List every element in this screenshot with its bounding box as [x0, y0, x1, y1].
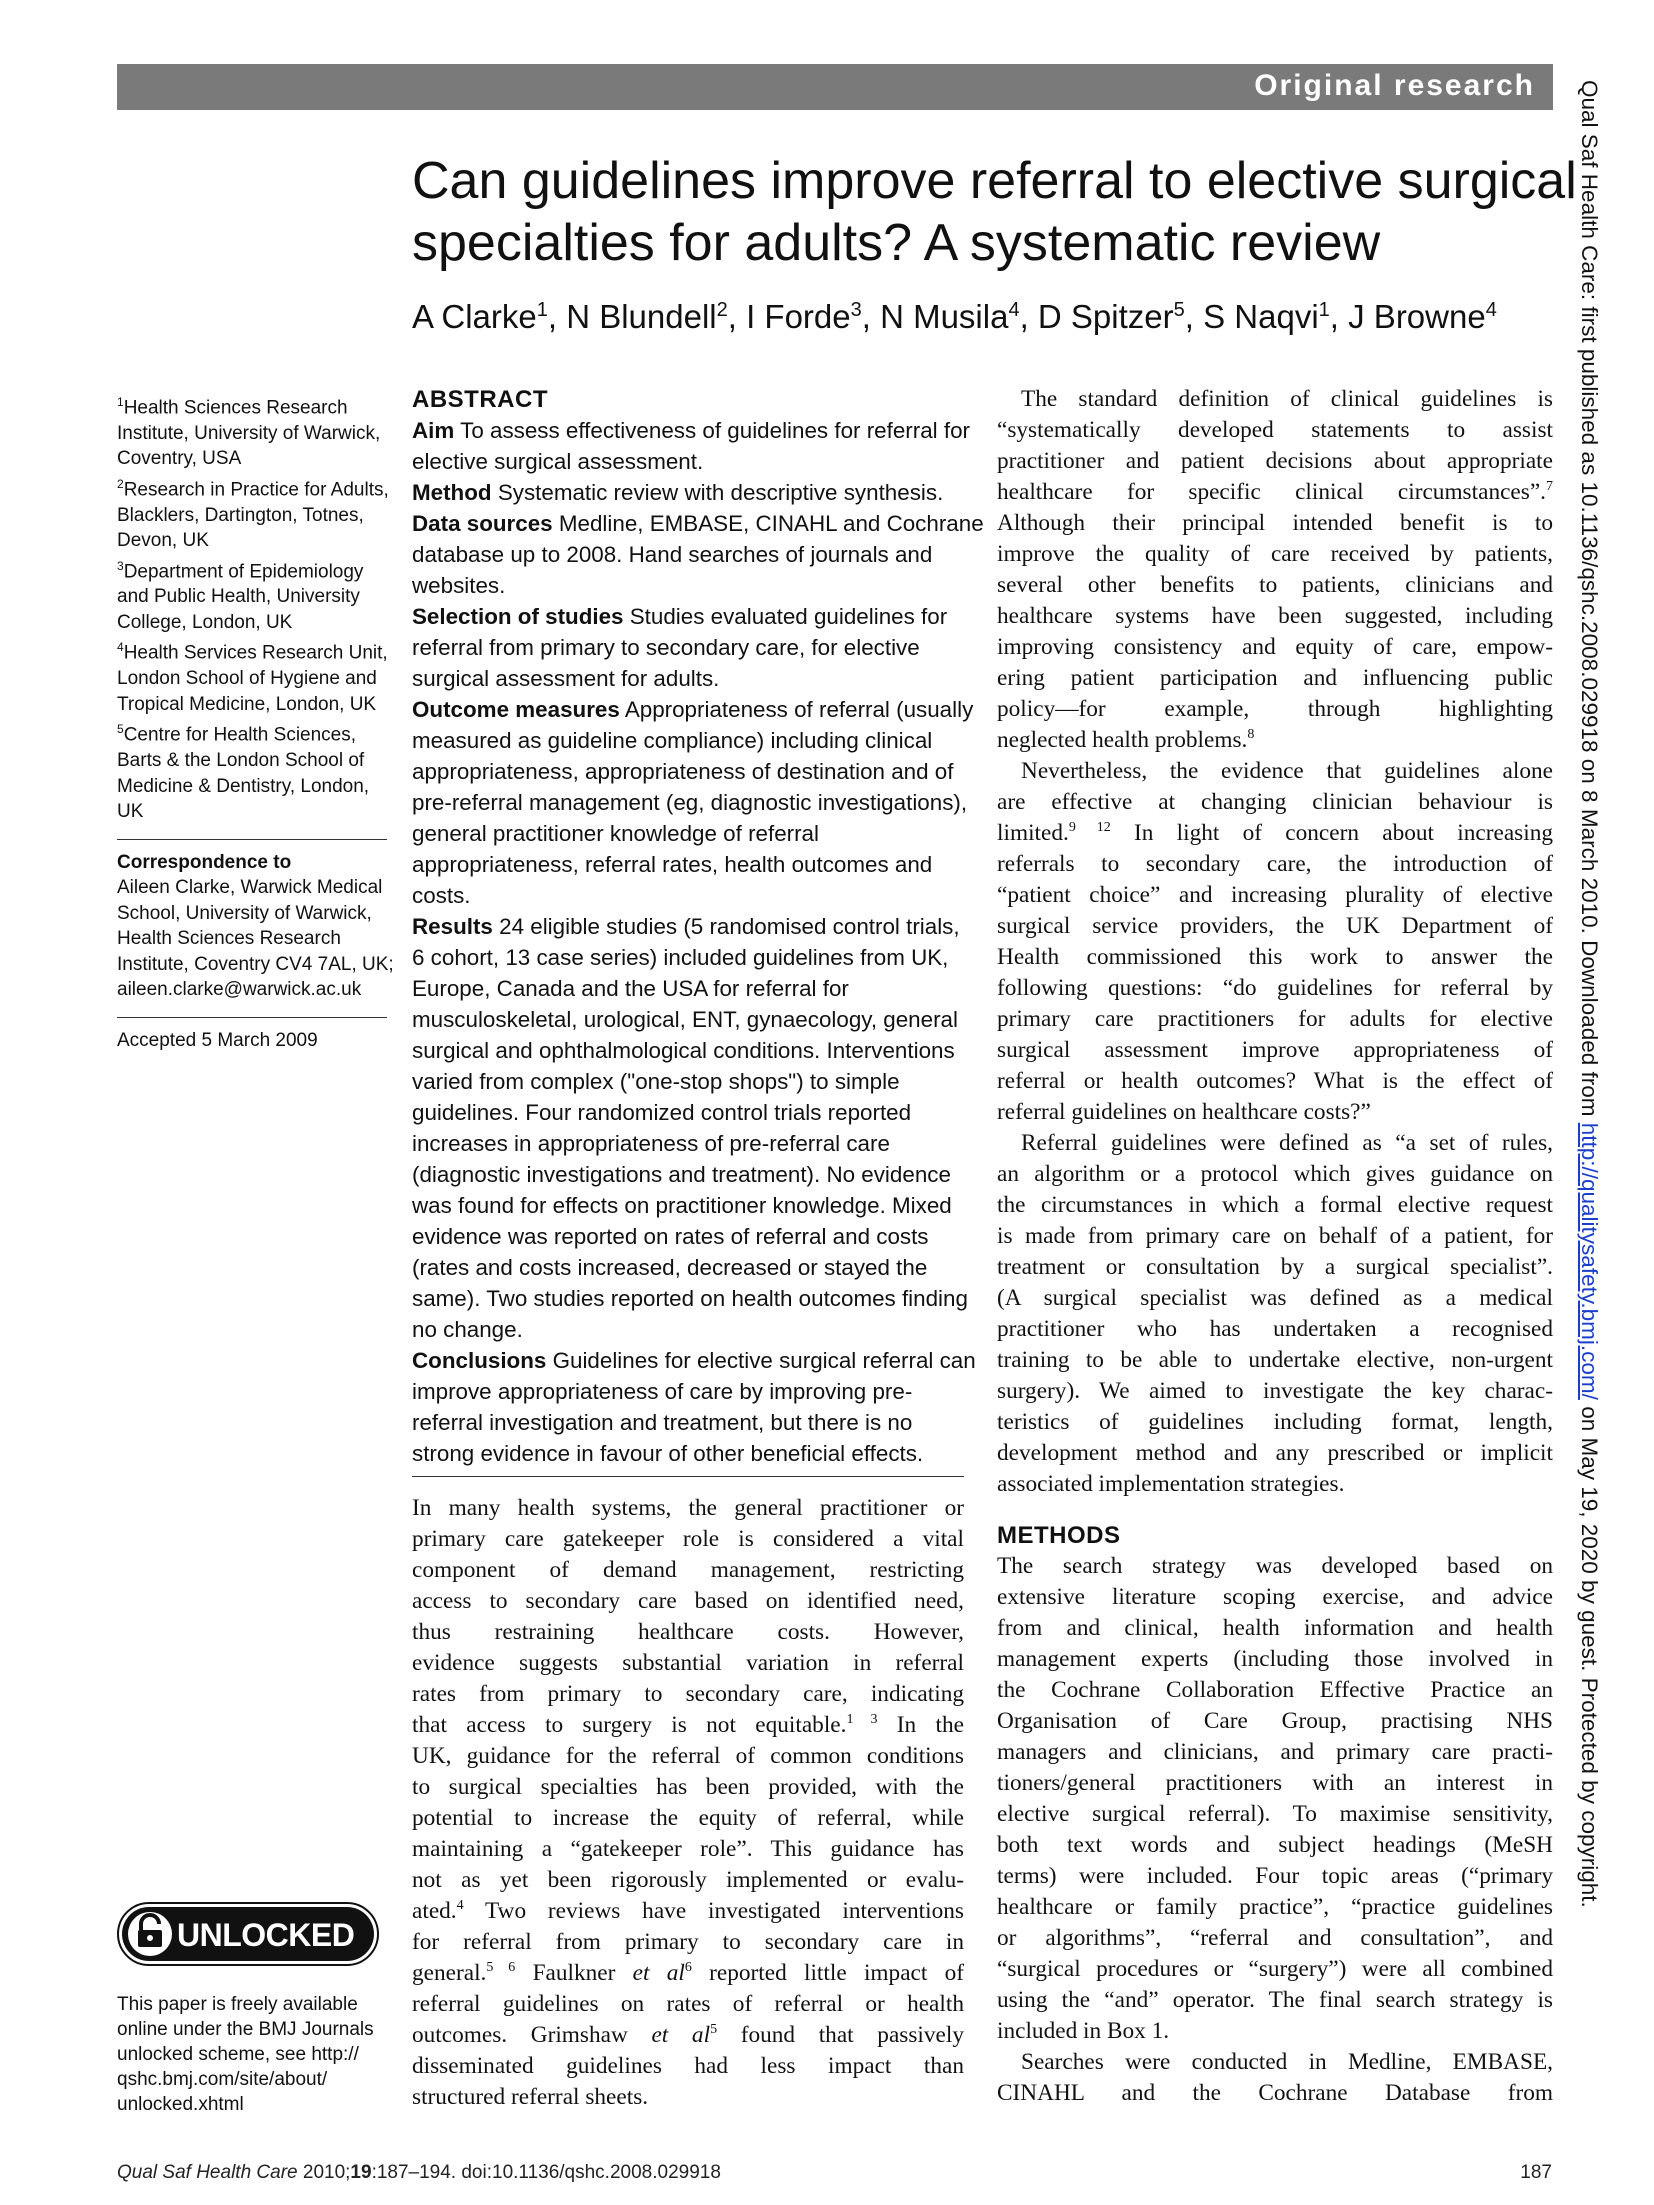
abstract-line: referral investigation and treatment, but there is no: [412, 1410, 913, 1435]
text-line: general.$^{5 6}$ Faulkner et $al^6$ reported little impact of: [412, 1960, 965, 1986]
text-line: teristics of guidelines including format, length,: [997, 1409, 1553, 1435]
abstract-section: [412, 477, 964, 508]
affiliation-line: London School of Hygiene and: [117, 668, 377, 690]
text-line: healthcare or family practice”, “practice guidelines: [997, 1894, 1553, 1920]
page-number: 187: [1520, 2162, 1552, 2183]
text-line: to surgical specialties has been provided, with the: [412, 1774, 964, 1800]
text-line: elective surgical referral). To maximise sensitivity,: [997, 1801, 1553, 1827]
abstract-label: Selection of studies: [412, 604, 624, 629]
abstract-line: (diagnostic investigations and treatment). No evidence: [412, 1162, 951, 1187]
text-line: are effective at changing clinician behaviour is: [997, 789, 1553, 815]
affiliation: [117, 472, 387, 554]
correspondence-line: Institute, Coventry CV4 7AL, UK;: [117, 953, 394, 975]
text-line: from and clinical, health information and health: [997, 1615, 1553, 1641]
abstract-line: was found for effects on practitioner knowledge. Mixed: [412, 1193, 952, 1218]
text-line: using the “and” operator. The final search strategy is: [997, 1987, 1553, 2013]
abstract-section: [412, 508, 984, 601]
unlocked-note-line: unlocked.xhtml: [117, 2094, 244, 2115]
text-line: referral or health outcomes? What is the effect of: [997, 1068, 1553, 1094]
unlocked-logo: [117, 1902, 379, 1966]
affiliation-line: Coventry, USA: [117, 448, 242, 470]
citation: 1 3: [846, 1712, 878, 1728]
abstract-heading: ABSTRACT: [412, 386, 548, 413]
correspondence-line: aileen.clarke@warwick.ac.uk: [117, 979, 362, 1001]
abstract-line: improve appropriateness of care by improving pre-: [412, 1379, 913, 1404]
abstract-line: Aim To assess effectiveness of guidelines for referral for: [412, 418, 970, 443]
text-line: (A surgical specialist was defined as a medical: [997, 1285, 1553, 1311]
affiliation-line: UK: [117, 801, 144, 823]
text-line: both text words and subject headings (MeSH: [997, 1832, 1553, 1858]
abstract-line: Outcome measures Appropriateness of referral (usually: [412, 697, 974, 722]
affiliation-line: Institute, University of Warwick,: [117, 422, 381, 444]
author-name: N Blundell: [566, 298, 717, 335]
abstract-line: surgical and ophthalmological conditions. Interventions: [412, 1038, 955, 1063]
text-line: primary care gatekeeper role is considered a vital: [412, 1526, 964, 1552]
text-line: included in Box 1.: [997, 2018, 1170, 2044]
text-line: surgery). We aimed to investigate the key charac-: [997, 1378, 1553, 1404]
abstract-line: strong evidence in favour of other beneficial effects.: [412, 1441, 924, 1466]
text-line: component of demand management, restricting: [412, 1557, 964, 1583]
text-line: UK, guidance for the referral of common conditions: [412, 1743, 964, 1769]
article-title: [412, 150, 1577, 274]
divider: [117, 839, 387, 840]
citation: 7: [1546, 479, 1553, 495]
abstract-label: Aim: [412, 418, 455, 443]
text-line: outcomes. Grimshaw et $al^5$ found that passively: [412, 2022, 964, 2048]
title-line: specialties for adults? A systematic review: [412, 214, 1381, 272]
affiliation-line: and Public Health, University: [117, 586, 360, 608]
citation: 5: [710, 2022, 718, 2038]
affiliation: [117, 554, 387, 636]
affiliation-marker: 4: [1485, 299, 1497, 321]
text-line: thus restraining healthcare costs. However,: [412, 1619, 964, 1645]
text-line: practitioner who has undertaken a recognised: [997, 1316, 1553, 1342]
citation: 9 12: [1068, 820, 1111, 836]
affiliation: [117, 717, 387, 824]
abstract-label: Data sources: [412, 511, 553, 536]
abstract-section: [412, 694, 974, 911]
abstract-line: referral from primary to secondary care, for elective: [412, 635, 920, 660]
text-line: The standard definition of clinical guidelines is: [1021, 386, 1553, 412]
text-line: referral guidelines on rates of referral or health: [412, 1991, 964, 2017]
text-line: “surgical procedures or “surgery”) were all combined: [997, 1956, 1553, 1982]
affiliation-line: $^3$Department of Epidemiology: [117, 558, 364, 582]
text-line: improving consistency and equity of care, empow-: [997, 634, 1553, 660]
abstract-line: Results 24 eligible studies (5 randomised control trials,: [412, 914, 960, 939]
affiliation-line: $^2$Research in Practice for Adults,: [117, 476, 389, 501]
methods-heading: METHODS: [997, 1522, 1121, 1549]
section-banner: [117, 64, 1553, 110]
abstract-line: 6 cohort, 13 case series) included guidelines from UK,: [412, 945, 949, 970]
affiliation-number: 3: [117, 558, 124, 573]
section-label: Original research: [1254, 69, 1535, 102]
text-line: not as yet been rigorously implemented or evalu-: [412, 1867, 964, 1893]
body-column-right: [997, 384, 1553, 2109]
text-line: healthcare systems have been suggested, including: [997, 603, 1553, 629]
text-line: the circumstances in which a formal elective request: [997, 1192, 1553, 1218]
affiliation-number: 2: [117, 476, 124, 491]
author-name: D Spitzer: [1037, 298, 1174, 335]
divider: [412, 1476, 964, 1477]
text-line: training to be able to undertake elective, non-urgent: [997, 1347, 1553, 1373]
text-line: structured referral sheets.: [412, 2084, 649, 2110]
abstract-line: same). Two studies reported on health outcomes finding: [412, 1286, 968, 1311]
affiliation-line: $^5$Centre for Health Sciences,: [117, 722, 357, 746]
affiliation-line: Devon, UK: [117, 530, 209, 552]
abstract-line: Conclusions Guidelines for elective surgical referral can: [412, 1348, 976, 1373]
affiliation-marker: 4: [1008, 299, 1020, 321]
unlocked-note-line: qshc.bmj.com/site/about/: [117, 2069, 328, 2090]
text-line: Referral guidelines were defined as “a set of rules,: [1021, 1130, 1553, 1156]
citation: 5 6: [486, 1960, 516, 1976]
text-line: tioners/general practitioners with an interest in: [997, 1770, 1553, 1796]
text-line: limited.$^{9 12}$ In light of concern about increasing: [997, 820, 1554, 846]
text-line: Searches were conducted in Medline, EMBASE,: [1021, 2049, 1553, 2075]
text-line: disseminated guidelines had less impact than: [412, 2053, 964, 2079]
abstract-section: [412, 1345, 976, 1469]
citation: 8: [1247, 727, 1255, 743]
author-name: S Naqvi: [1203, 298, 1319, 335]
text-line: managers and clinicians, and primary care practi-: [997, 1739, 1553, 1765]
abstract-label: Outcome measures: [412, 697, 620, 722]
affiliation-number: 5: [117, 722, 124, 737]
text-line: “systematically developed statements to assist: [997, 417, 1553, 443]
text-line: treatment or consultation by a surgical specialist”.: [997, 1254, 1553, 1280]
abstract-line: surgical assessment for adults.: [412, 666, 720, 691]
text-line: for referral from primary to secondary care in: [412, 1929, 964, 1955]
affiliation-list: [117, 390, 387, 825]
affiliation-marker: 2: [716, 299, 728, 321]
abstract-section: [412, 415, 970, 477]
abstract-line: appropriateness, referral rates, health outcomes and: [412, 852, 933, 877]
abstract-line: Selection of studies Studies evaluated guidelines for: [412, 604, 948, 629]
title-line: Can guidelines improve referral to elective surgical: [412, 152, 1577, 210]
affiliation-line: College, London, UK: [117, 611, 293, 633]
abstract-line: increases in appropriateness of pre-referral care: [412, 1131, 890, 1156]
unlocked-note: [117, 1992, 397, 2117]
unlocked-note-line: online under the BMJ Journals: [117, 2019, 374, 2040]
abstract-line: measured as guideline compliance) including clinical: [412, 728, 933, 753]
text-line: associated implementation strategies.: [997, 1471, 1345, 1497]
abstract: [412, 384, 984, 1469]
abstract-line: database up to 2008. Hand searches of journals and: [412, 542, 933, 567]
sidebar: [117, 390, 394, 1053]
correspondence-address: [117, 875, 394, 1003]
text-line: neglected health problems.$^8$: [997, 727, 1255, 753]
text-line: potential to increase the equity of referral, while: [412, 1805, 964, 1831]
text-line: primary care practitioners for adults for elective: [997, 1006, 1553, 1032]
author-list: A Clarke$^1$, N Blundell$^2$, I Forde$^3$, N Musila$^4$, D Spitzer$^5$, S Naqvi$^1$, J Browne$^4$: [412, 298, 1497, 335]
unlocked-note-line: This paper is freely available: [117, 1994, 358, 2015]
text-line: maintaining a “gatekeeper role”. This guidance has: [412, 1836, 964, 1862]
author-name: I Forde: [746, 298, 851, 335]
text-line: improve the quality of care received by patients,: [997, 541, 1553, 567]
text-line: ated.$^4$ Two reviews have investigated interventions: [412, 1898, 964, 1924]
text-line: ering patient participation and influencing public: [997, 665, 1553, 691]
affiliation: [117, 390, 387, 472]
text-line: following questions: “do guidelines for referral by: [997, 975, 1553, 1001]
abstract-line: appropriateness, appropriateness of destination and of: [412, 759, 954, 784]
affiliation: [117, 635, 387, 717]
text-line: referral guidelines on healthcare costs?”: [997, 1099, 1371, 1125]
text-line: surgical assessment improve appropriateness of: [997, 1037, 1553, 1063]
correspondence-heading: Correspondence to: [117, 851, 292, 873]
abstract-line: general practitioner knowledge of referral: [412, 821, 819, 846]
abstract-line: elective surgical assessment.: [412, 449, 704, 474]
text-line: terms) were included. Four topic areas (“primary: [997, 1863, 1553, 1889]
unlocked-note-line: unlocked scheme, see http://: [117, 2044, 359, 2065]
affiliation-marker: 3: [850, 299, 862, 321]
abstract-line: varied from complex ("one-stop shops") to simple: [412, 1069, 900, 1094]
abstract-line: no change.: [412, 1317, 523, 1342]
text-line: referrals to secondary care, the introduction of: [997, 851, 1553, 877]
abstract-label: Conclusions: [412, 1348, 547, 1373]
text-line: is made from primary care on behalf of a patient, for: [997, 1223, 1553, 1249]
abstract-section: [412, 911, 968, 1345]
citation: 4: [456, 1898, 464, 1914]
abstract-body: [412, 415, 984, 1469]
text-line: surgical service providers, the UK Department of: [997, 913, 1553, 939]
affiliation-line: Tropical Medicine, London, UK: [117, 693, 377, 715]
text-line: several other benefits to patients, clinicians and: [997, 572, 1553, 598]
author-name: A Clarke: [412, 298, 537, 335]
text-line: Organisation of Care Group, practising NHS: [997, 1708, 1553, 1734]
author-name: J Browne: [1348, 298, 1486, 335]
text-line: healthcare for specific clinical circumstances”.$^7$: [997, 479, 1553, 505]
text-line: management experts (including those involved in: [997, 1646, 1553, 1672]
affiliation-marker: 5: [1173, 299, 1185, 321]
abstract-label: Method: [412, 480, 492, 505]
abstract-line: Method Systematic review with descriptive synthesis.: [412, 480, 944, 505]
abstract-line: guidelines. Four randomized control trials reported: [412, 1100, 912, 1125]
text-line: Nevertheless, the evidence that guidelines alone: [1021, 758, 1553, 784]
affiliation-line: Barts & the London School of: [117, 750, 365, 772]
text-line: that access to surgery is not equitable.$^{1 3}$ In the: [412, 1712, 964, 1738]
text-line: development method and any prescribed or implicit: [997, 1440, 1553, 1466]
affiliation-marker: 1: [536, 299, 548, 321]
accepted-date: Accepted 5 March 2009: [117, 1029, 318, 1051]
correspondence-line: Aileen Clarke, Warwick Medical: [117, 877, 383, 899]
svg-text:UNLOCKED: UNLOCKED: [177, 1917, 355, 1953]
footer-citation: Qual Saf Health Care 2010;19:187–194. doi:10.1136/qshc.2008.029918: [117, 2162, 721, 2183]
affiliation-line: Medicine & Dentistry, London,: [117, 775, 370, 797]
affiliation-line: Blacklers, Dartington, Totnes,: [117, 504, 364, 526]
abstract-line: costs.: [412, 883, 471, 908]
text-line: access to secondary care based on identified need,: [412, 1588, 964, 1614]
text-line: an algorithm or a protocol which gives guidance on: [997, 1161, 1553, 1187]
abstract-line: websites.: [412, 573, 506, 598]
correspondence: [117, 850, 394, 1003]
affiliation-line: $^4$Health Services Research Unit,: [117, 640, 388, 664]
affiliation-line: $^1$Health Sciences Research: [117, 395, 348, 419]
abstract-line: musculoskeletal, urological, ENT, gynaecology, general: [412, 1007, 958, 1032]
text-line: policy—for example, through highlighting: [997, 696, 1553, 722]
abstract-line: Data sources Medline, EMBASE, CINAHL and Cochrane: [412, 511, 984, 536]
divider: [117, 1017, 387, 1018]
abstract-line: Europe, Canada and the USA for referral for: [412, 976, 849, 1001]
text-line: the Cochrane Collaboration Effective Practice an: [997, 1677, 1553, 1703]
citation: 6: [684, 1960, 692, 1976]
body-column-left: [412, 1493, 964, 2113]
abstract-line: (rates and costs increased, decreased or stayed the: [412, 1255, 928, 1280]
text-line: The search strategy was developed based on: [997, 1553, 1553, 1579]
text-line: In many health systems, the general practitioner or: [412, 1495, 964, 1521]
text-line: or algorithms”, “referral and consultation”, and: [997, 1925, 1553, 1951]
correspondence-line: Health Sciences Research: [117, 928, 341, 950]
author-name: N Musila: [880, 298, 1009, 335]
abstract-label: Results: [412, 914, 493, 939]
correspondence-line: School, University of Warwick,: [117, 902, 372, 924]
text-line: Health commissioned this work to answer the: [997, 944, 1553, 970]
abstract-section: [412, 601, 964, 694]
affiliation-marker: 1: [1318, 299, 1330, 321]
text-line: extensive literature scoping exercise, and advice: [997, 1584, 1553, 1610]
journal-link[interactable]: http://qualitysafety.bmj.com/: [1577, 1122, 1602, 1400]
text-line: practitioner and patient decisions about appropriate: [997, 448, 1553, 474]
text-line: rates from primary to secondary care, indicating: [412, 1681, 964, 1707]
text-line: “patient choice” and increasing plurality of elective: [997, 882, 1553, 908]
text-line: Although their principal intended benefit is to: [997, 510, 1553, 536]
text-line: CINAHL and the Cochrane Database from: [997, 2080, 1553, 2106]
affiliation-number: 4: [117, 640, 124, 655]
abstract-line: evidence was reported on rates of referral and costs: [412, 1224, 929, 1249]
abstract-line: pre-referral management (eg, diagnostic investigations),: [412, 790, 968, 815]
affiliation-number: 1: [117, 395, 124, 409]
text-line: evidence suggests substantial variation in referral: [412, 1650, 964, 1676]
download-notice: Qual Saf Health Care: first published as 10.1136/qshc.2008.029918 on 8 March 2010. Downloaded from http://qualitysafety.bmj.com/ on May 19, 2020 by guest. Protected by copyright.: [1577, 80, 1602, 1908]
